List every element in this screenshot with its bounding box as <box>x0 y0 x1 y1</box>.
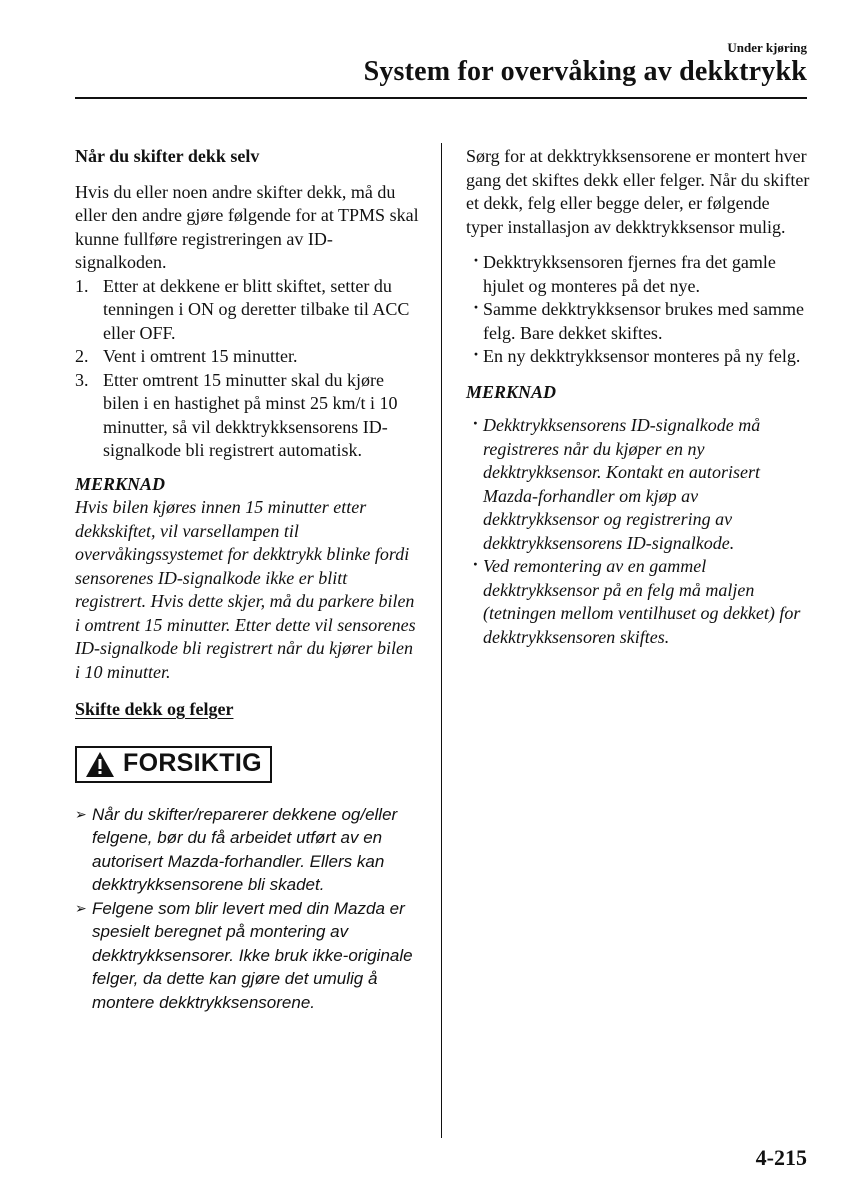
step-number: 1. <box>75 275 89 296</box>
caution-label: FORSIKTIG <box>123 749 262 778</box>
bullet-dot-icon: · <box>473 413 478 433</box>
list-item-text: Dekktrykksensoren fjernes fra det gamle hjulet og monteres på det nye. <box>483 252 776 296</box>
installation-list <box>466 251 811 369</box>
right-intro-paragraph: Sørg for at dekktrykksensorene er montert hver gang det skiftes dekk eller felger. Når du skifter et dekk, felg eller begge deler, er følgende typer installasjon av dekktrykksensor mulig. <box>466 146 810 237</box>
list-item <box>466 555 811 649</box>
section-label: Under kjøring <box>727 40 807 55</box>
warning-triangle-icon <box>85 751 115 778</box>
note-list <box>466 414 811 649</box>
step-text: Vent i omtrent 15 minutter. <box>103 346 298 366</box>
note-title: MERKNAD <box>75 473 166 494</box>
step-number: 3. <box>75 369 89 390</box>
note-title: MERKNAD <box>466 381 557 402</box>
arrowhead-icon: ➢ <box>75 805 87 822</box>
step-text: Etter omtrent 15 minutter skal du kjøre bilen i en hastighet på minst 25 km/t i 10 minutter, så vil dekktrykksensorens ID-signalkode bli registrert automatisk. <box>103 369 398 460</box>
list-item <box>466 345 811 369</box>
list-item <box>466 298 811 345</box>
caution-item <box>75 897 420 1015</box>
list-item <box>466 414 811 555</box>
caution-text: Når du skifter/reparerer dekkene og/eller felgene, bør du få arbeidet utført av en autorisert Mazda-forhandler. Ellers kan dekktrykksensorene bli skadet. <box>92 804 398 894</box>
bullet-dot-icon: · <box>473 554 478 574</box>
caution-text: Felgene som blir levert med din Mazda er spesielt beregnet på montering av dekktrykksensorer. Ikke bruk ikke-originale felger, da dette kan gjøre det umulig å montere dekktrykksensorene. <box>92 898 413 1012</box>
right-column <box>466 145 811 649</box>
list-item-text: Ved remontering av en gammel dekktrykksensor på en felg må maljen (tetningen mellom ventilhuset og dekket) for dekktrykksensoren skiftes. <box>483 556 801 647</box>
header-rule <box>75 97 807 99</box>
page-title: System for overvåking av dekktrykk <box>363 56 807 87</box>
list-item-text: Dekktrykksensorens ID-signalkode må registreres når du kjøper en ny dekktrykksensor. Kontakt en autorisert Mazda-forhandler om kjøp av dekktrykksensor og registrering av dekktrykksensorens ID-signalkode. <box>483 415 761 553</box>
section-heading-tires-rims: Skifte dekk og felger <box>75 699 234 719</box>
list-item <box>466 251 811 298</box>
step-item <box>75 345 420 369</box>
section-heading-self-change: Når du skifter dekk selv <box>75 146 260 166</box>
list-item-text: Samme dekktrykksensor brukes med samme felg. Bare dekket skiftes. <box>483 299 804 343</box>
step-item <box>75 369 420 463</box>
bullet-dot-icon: · <box>473 250 480 270</box>
left-column <box>75 145 420 1014</box>
note-text: Hvis bilen kjøres innen 15 minutter etter dekkskiftet, vil varsellampen til overvåkingssystemet for dekktrykk blinke fordi sensorenes ID-signalkode ikke er blitt registrert. Hvis dette skjer, må du parkere bilen i omtrent 15 minutter. Etter dette vil sensorenes ID-signalkode bli registrert når du kjører bilen i 10 minutter. <box>75 497 416 682</box>
step-item <box>75 275 420 346</box>
page-number: 4-215 <box>755 1145 807 1170</box>
arrowhead-icon: ➢ <box>75 899 87 916</box>
step-text: Etter at dekkene er blitt skiftet, setter du tenningen i ON og deretter tilbake til ACC eller OFF. <box>103 275 410 343</box>
bullet-dot-icon: · <box>473 344 480 364</box>
step-number: 2. <box>75 346 89 366</box>
intro-paragraph: Hvis du eller noen andre skifter dekk, må du eller den andre gjøre følgende for at TPMS skal kunne fullføre registreringen av ID-signalkoden. <box>75 181 419 272</box>
caution-item <box>75 803 420 897</box>
caution-list <box>75 803 420 1015</box>
steps-list <box>75 275 420 463</box>
column-divider <box>441 143 442 1138</box>
caution-box <box>75 746 272 783</box>
bullet-dot-icon: · <box>473 297 480 317</box>
list-item-text: En ny dekktrykksensor monteres på ny felg. <box>483 346 801 366</box>
